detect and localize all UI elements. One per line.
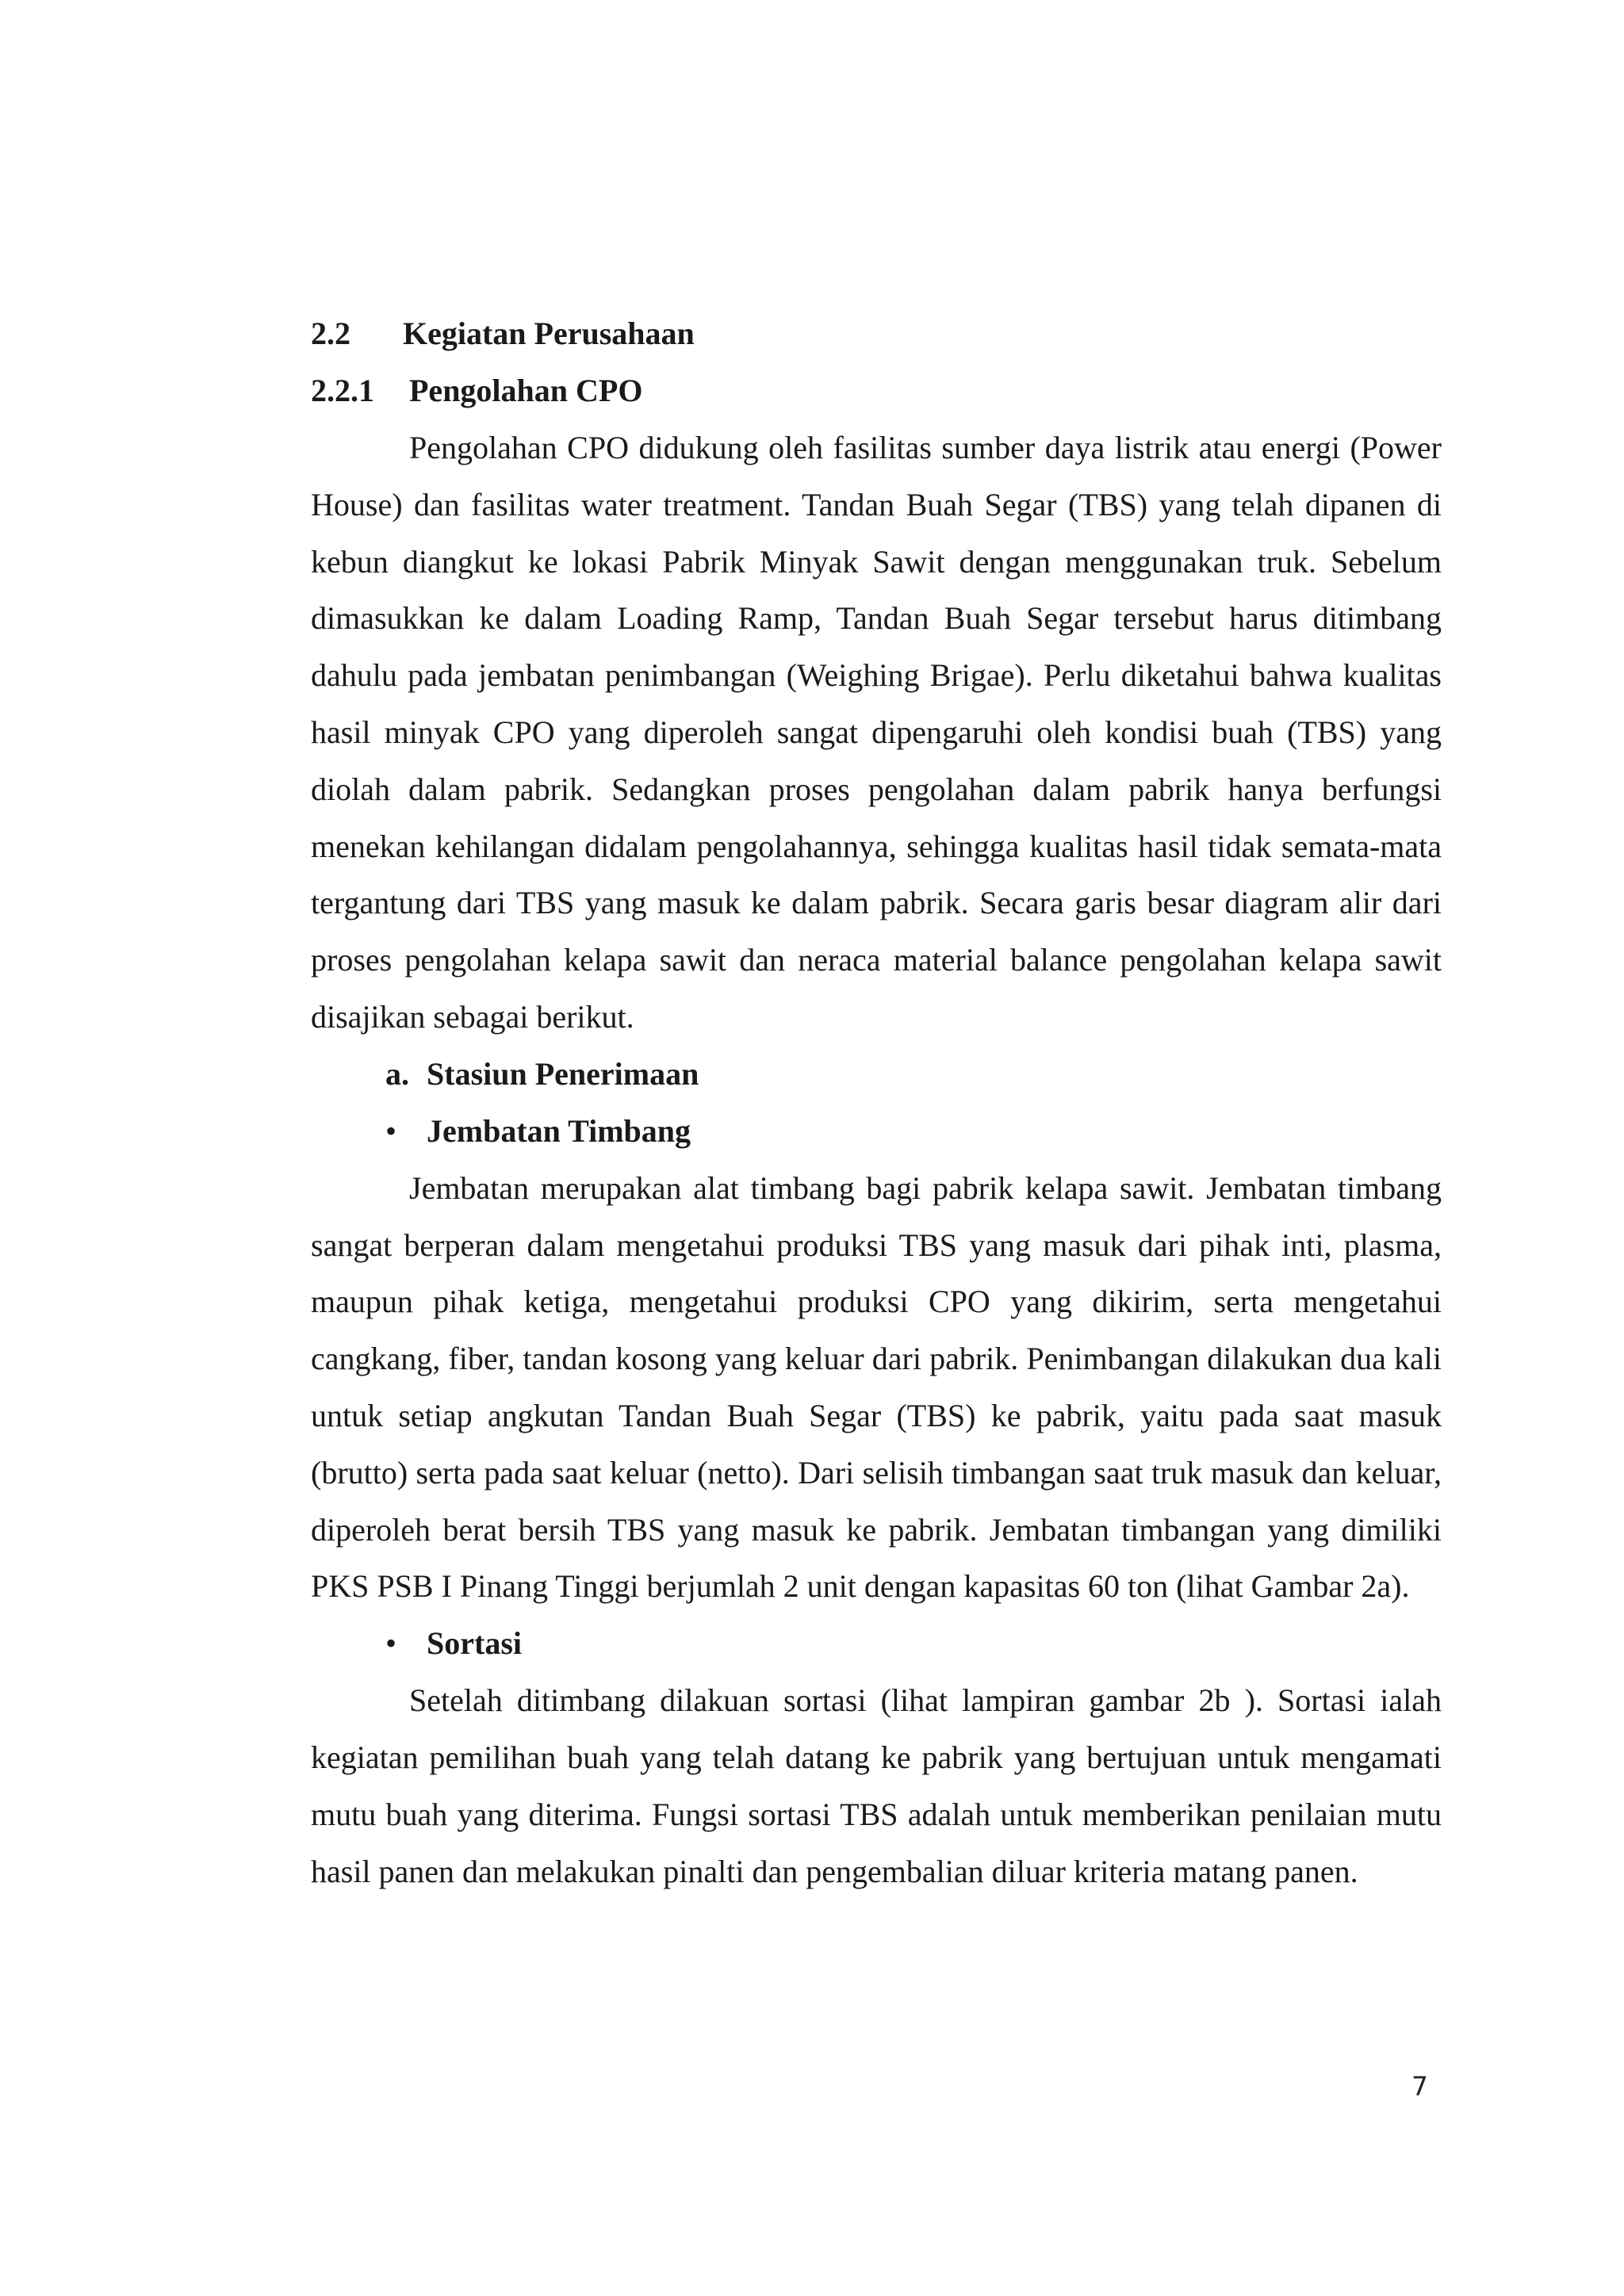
subsection-number: 2.2.1 bbox=[311, 373, 374, 408]
page-number: 7 bbox=[1411, 2071, 1428, 2102]
section-number: 2.2 bbox=[311, 316, 350, 351]
intro-paragraph: Pengolahan CPO didukung oleh fasilitas sumber daya listrik atau energi (Power House) dan fasilitas water treatment. Tandan Buah Segar (TBS) yang telah dipanen di kebun diangkut ke lokasi Pabrik Minyak Sawit dengan menggunakan truk. Sebelum dimasukkan ke dalam Loading Ramp, Tandan Buah Segar tersebut harus ditimbang dahulu pada jembatan penimbangan (Weighing Brigae). Perlu diketahui bahwa kualitas hasil minyak CPO yang diperoleh sangat dipengaruhi oleh kondisi buah (TBS) yang diolah dalam pabrik. Sedangkan proses pengolahan dalam pabrik hanya berfungsi menekan kehilangan didalam pengolahannya, sehingga kualitas hasil tidak semata-mata tergantung dari TBS yang masuk ke dalam pabrik. Secara garis besar diagram alir dari proses pengolahan kelapa sawit dan neraca material balance pengolahan kelapa sawit disajikan sebagai berikut. bbox=[311, 430, 1442, 1035]
subheading-stasiun-penerimaan bbox=[385, 1046, 1442, 1103]
document-page bbox=[311, 305, 1442, 1900]
subheading-letter: a. bbox=[385, 1055, 409, 1092]
bullet-icon: • bbox=[385, 1112, 397, 1149]
bullet-title-sortasi: Sortasi bbox=[427, 1625, 522, 1662]
bullet-title-jembatan: Jembatan Timbang bbox=[427, 1112, 691, 1149]
subsection-title: Pengolahan CPO bbox=[409, 373, 643, 408]
section-title: Kegiatan Perusahaan bbox=[403, 316, 695, 351]
bullet-sortasi bbox=[385, 1615, 1442, 1672]
bullet-jembatan-timbang bbox=[385, 1103, 1442, 1160]
bullet-icon: • bbox=[385, 1625, 397, 1662]
subsection-heading bbox=[311, 362, 1442, 419]
section-heading bbox=[311, 305, 1442, 362]
sortasi-paragraph: Setelah ditimbang dilakuan sortasi (lihat lampiran gambar 2b ). Sortasi ialah kegiatan pemilihan buah yang telah datang ke pabrik yang bertujuan untuk mengamati mutu buah yang diterima. Fungsi sortasi TBS adalah untuk memberikan penilaian mutu hasil panen dan melakukan pinalti dan pengembalian diluar kriteria matang panen. bbox=[311, 1682, 1442, 1889]
subheading-title: Stasiun Penerimaan bbox=[427, 1055, 699, 1092]
jembatan-paragraph: Jembatan merupakan alat timbang bagi pabrik kelapa sawit. Jembatan timbang sangat berperan dalam mengetahui produksi TBS yang masuk dari pihak inti, plasma, maupun pihak ketiga, mengetahui produksi CPO yang dikirim, serta mengetahui cangkang, fiber, tandan kosong yang keluar dari pabrik. Penimbangan dilakukan dua kali untuk setiap angkutan Tandan Buah Segar (TBS) ke pabrik, yaitu pada saat masuk (brutto) serta pada saat keluar (netto). Dari selisih timbangan saat truk masuk dan keluar, diperoleh berat bersih TBS yang masuk ke pabrik. Jembatan timbangan yang dimiliki PKS PSB I Pinang Tinggi berjumlah 2 unit dengan kapasitas 60 ton (lihat Gambar 2a). bbox=[311, 1169, 1442, 1605]
